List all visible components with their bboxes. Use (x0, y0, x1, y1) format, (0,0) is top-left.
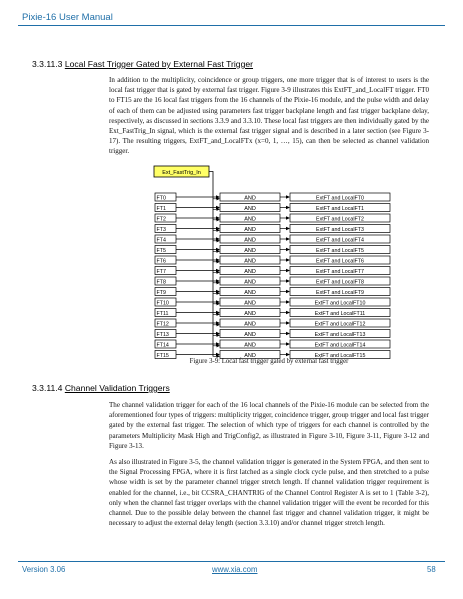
arrow-head (286, 258, 290, 262)
and-gate-label: AND (244, 279, 256, 286)
footer-rule (18, 561, 445, 562)
ft-input-label: FT6 (156, 258, 166, 265)
and-gate-label: AND (244, 310, 256, 317)
ft-input-label: FT4 (156, 237, 166, 244)
ft-input-label: FT2 (156, 216, 166, 223)
section-title: Channel Validation Triggers (64, 383, 170, 393)
ft-input-label: FT7 (156, 268, 166, 275)
and-gate-label: AND (244, 289, 256, 296)
section2-paragraph-2: As also illustrated in Figure 3-5, the channel validation trigger is generated in the System FPGA, and then sent to the Signal Processing FPGA, where it is first latched as a single clock cycle pulse, and then stretched to a pulse whose width is set by the parameter channel trigger stretch length. If channel validation trigger requirement is enabled for the channel, i.e., bit CCSRA_CHANTRIG of the Channel Control Register A is set to 1 (Table 3-2), only when the channel fast trigger overlaps with the channel validation trigger will the event be recorded for this channel. Due to the possible delay between the channel fast trigger and channel validation trigger, it might be necessary to adjust the external delay length (section 3.3.10) and/or channel trigger stretch length. (109, 458, 429, 528)
section2-paragraph-1: The channel validation trigger for each of the 16 local channels of the Pixie-16 module can be selected from the aforementioned four types of triggers: multiplicity trigger, coincidence trigger, group trigger and local fast trigger gated by the external fast trigger. The selection of which type of triggers for each channel is controlled by the parameters Multiplicity Mask High and TrigConfig2, as illustrated in Figure 3-10, Figure 3-11, Figure 3-12 and Figure 3-13. (109, 401, 429, 450)
extft-output-label: ExtFT and LocalFT5 (316, 247, 364, 254)
ft-input-label: FT11 (156, 310, 169, 317)
arrow-head (286, 311, 290, 315)
figure-caption: Figure 3-9: Local fast trigger gated by external fast trigger (189, 358, 349, 365)
extft-output-label: ExtFT and LocalFT4 (316, 237, 364, 244)
footer-url[interactable]: www.xia.com (212, 565, 258, 574)
extft-output-label: ExtFT and LocalFT14 (314, 342, 366, 349)
arrow-head (286, 237, 290, 241)
ft-input-label: FT0 (156, 195, 166, 202)
section-number: 3.3.11.3 (32, 59, 63, 69)
header-title: Pixie-16 User Manual (22, 12, 113, 23)
and-gate-label: AND (244, 321, 256, 328)
extft-output-label: ExtFT and LocalFT1 (316, 205, 364, 212)
arrow-head (286, 248, 290, 252)
section-title: Local Fast Trigger Gated by External Fast Trigger (64, 59, 254, 69)
and-gate-label: AND (244, 268, 256, 275)
and-gate-label: AND (244, 195, 256, 202)
and-gate-label: AND (244, 216, 256, 223)
extft-output-label: ExtFT and LocalFT9 (316, 289, 364, 296)
section1-paragraph: In addition to the multiplicity, coincidence or group triggers, one more trigger that is of interest to users is the local fast trigger that is gated by external fast trigger. Figure 3-9 illustrates this ExtFT_and_LocalFT trigger. FT0 to FT15 are the 16 local fast triggers from the 16 channels of the Pixie-16 module, and the pulse width and delay of each of them can be adjusted using parameters fast trigger backplane length and fast trigger backplane delay, respectively, as discussed in sections 3.3.9 and 3.3.10. These local fast triggers are then individually gated by the Ext_FastTrig_In signal, which is the external fast trigger signal and is described in a later section (see Figure 3-17). The resulting triggers, ExtFT_and_LocalFTx (x=0, 1, …, 15), can then be selected as channel validation trigger. (109, 76, 429, 156)
extft-output-label: ExtFT and LocalFT15 (314, 352, 366, 359)
section-heading-2 (32, 383, 170, 393)
ft-input-label: FT1 (156, 205, 166, 212)
arrow-head (286, 290, 290, 294)
ext-fasttrig-label: Ext_FastTrig_In (162, 170, 201, 176)
ext-trigger-bus (209, 172, 213, 357)
and-gate-label: AND (244, 247, 256, 254)
and-gate-label: AND (244, 237, 256, 244)
ft-input-label: FT13 (156, 331, 169, 338)
ft-input-label: FT10 (156, 300, 169, 307)
ft-input-label: FT5 (156, 247, 166, 254)
extft-output-label: ExtFT and LocalFT7 (316, 268, 364, 275)
extft-output-label: ExtFT and LocalFT2 (316, 216, 364, 223)
and-gate-label: AND (244, 226, 256, 233)
extft-output-label: ExtFT and LocalFT12 (314, 321, 366, 328)
ft-input-label: FT15 (156, 352, 169, 359)
ft-input-label: FT8 (156, 279, 166, 286)
and-gate-label: AND (244, 258, 256, 265)
arrow-head (286, 227, 290, 231)
arrow-head (286, 206, 290, 210)
arrow-head (286, 216, 290, 220)
and-gate-label: AND (244, 205, 256, 212)
extft-output-label: ExtFT and LocalFT8 (316, 279, 364, 286)
arrow-head (286, 332, 290, 336)
section-number: 3.3.11.4 (32, 383, 63, 393)
ft-input-label: FT12 (156, 321, 169, 328)
extft-output-label: ExtFT and LocalFT3 (316, 226, 364, 233)
ft-input-label: FT14 (156, 342, 169, 349)
and-gate-label: AND (244, 300, 256, 307)
ft-input-label: FT3 (156, 226, 166, 233)
extft-output-label: ExtFT and LocalFT10 (314, 300, 366, 307)
arrow-head (286, 195, 290, 199)
and-gate-label: AND (244, 342, 256, 349)
ft-input-label: FT9 (156, 289, 166, 296)
and-gate-label: AND (244, 352, 256, 359)
extft-output-label: ExtFT and LocalFT13 (314, 331, 366, 338)
arrow-head (286, 342, 290, 346)
extft-output-label: ExtFT and LocalFT0 (316, 195, 364, 202)
arrow-head (286, 321, 290, 325)
footer-version: Version 3.06 (22, 565, 66, 574)
arrow-head (286, 269, 290, 273)
arrow-head (286, 353, 290, 357)
and-gate-label: AND (244, 331, 256, 338)
arrow-head (286, 300, 290, 304)
footer-page-number: 58 (427, 565, 436, 574)
extft-output-label: ExtFT and LocalFT11 (314, 310, 366, 317)
extft-output-label: ExtFT and LocalFT6 (316, 258, 364, 265)
arrow-head (286, 279, 290, 283)
